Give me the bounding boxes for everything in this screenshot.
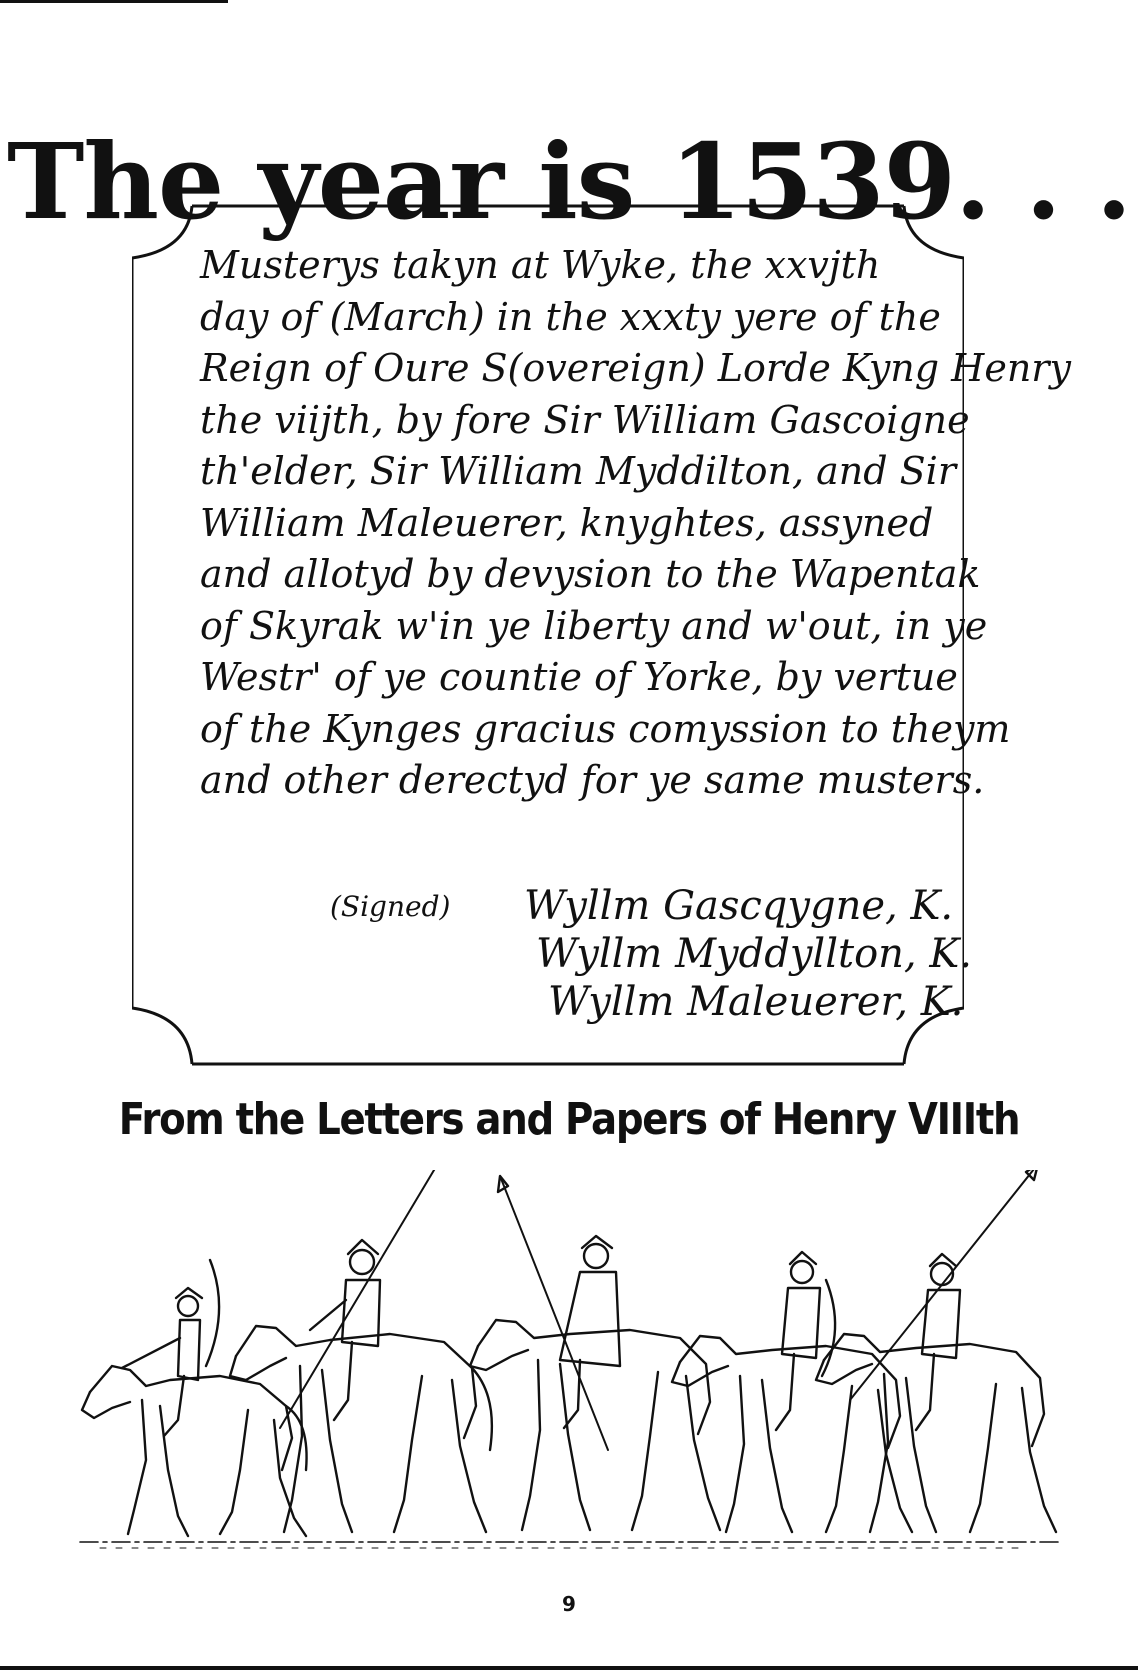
page-title: The year is 1539. . . bbox=[6, 119, 1132, 243]
source-caption: From the Letters and Papers of Henry VIIIth bbox=[118, 1094, 1020, 1145]
signed-label: (Signed) bbox=[330, 890, 451, 923]
charter-line: William Maleuerer, knyghtes, assyned bbox=[200, 500, 934, 545]
signature: Wyllm Myddyllton, K. bbox=[536, 931, 972, 977]
bottom-rule bbox=[0, 1666, 1138, 1670]
horse-rider-2 bbox=[230, 1170, 492, 1532]
charter-line: Westr' of ye countie of Yorke, by vertue bbox=[200, 655, 958, 699]
charter-line: Reign of Oure S(overeign) Lorde Kyng Henry bbox=[200, 346, 1071, 390]
charter-line: Musterys takyn at Wyke, the xxvjth bbox=[200, 243, 881, 287]
charter-line: of Skyrak w'in ye liberty and w'out, in ye bbox=[200, 603, 988, 648]
top-rule bbox=[0, 0, 228, 3]
signature-list bbox=[524, 882, 972, 1026]
horse-rider-3 bbox=[470, 1176, 720, 1530]
charter-line: day of (March) in the xxxty yere of the bbox=[200, 294, 941, 339]
horse-rider-1 bbox=[82, 1260, 307, 1536]
charter-line: and allotyd by devysion to the Wapentak bbox=[200, 552, 981, 596]
charter-text bbox=[200, 240, 1071, 807]
charter-line: the viijth, by fore Sir William Gascoigne bbox=[200, 397, 970, 442]
page-number: 9 bbox=[562, 1592, 576, 1616]
charter-line: and other derectyd for ye same musters. bbox=[200, 758, 985, 802]
horsemen-illustration bbox=[60, 1170, 1080, 1570]
charter-line: of the Kynges gracius comyssion to theym bbox=[200, 706, 1011, 751]
signature: Wyllm Maleuerer, K. bbox=[548, 979, 964, 1025]
signature: Wyllm Gascqygne, K. bbox=[524, 883, 954, 929]
charter-line: th'elder, Sir William Myddilton, and Sir bbox=[200, 449, 956, 493]
